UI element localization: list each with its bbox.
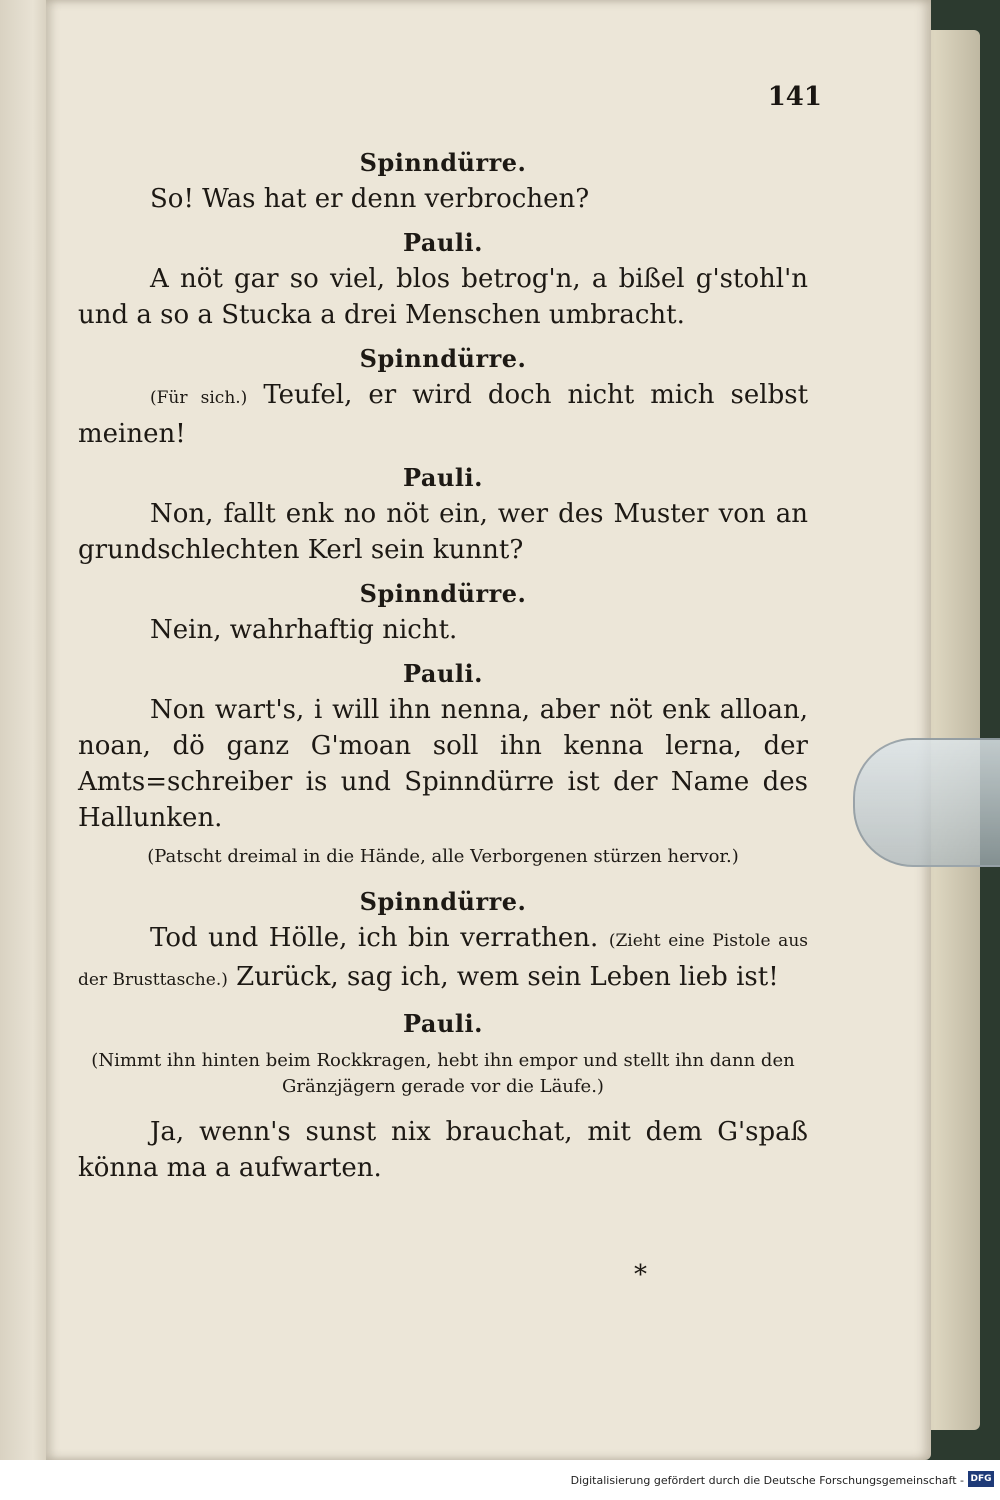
- speaker-name: Spinndürre.: [359, 344, 527, 373]
- speaker-name: Spinndürre.: [359, 148, 527, 177]
- dialogue-text: Zurück, sag ich, wem sein Leben lieb ist!: [236, 962, 779, 992]
- footer-bar: [0, 1460, 1000, 1500]
- dfg-logo: DFG: [968, 1471, 994, 1487]
- speaker-name: Pauli.: [403, 228, 483, 257]
- dialogue-line: Nein, wahrhaftig nicht.: [150, 615, 458, 645]
- dialogue-line: [78, 920, 808, 998]
- dialogue-text: Tod und Hölle, ich bin verrathen.: [150, 923, 599, 953]
- funding-notice: Digitalisierung gefördert durch die Deutsche Forschungsgemeinschaft -: [570, 1474, 964, 1487]
- dialogue-line: So! Was hat er denn verbrochen?: [150, 184, 590, 214]
- page-clip: [853, 738, 1000, 867]
- page-text: [78, 145, 808, 1194]
- page-number: 141: [767, 82, 822, 112]
- speaker-name: Pauli.: [403, 463, 483, 492]
- dialogue-line: Ja, wenn's sunst nix brauchat, mit dem G'spaß könna ma a aufwarten.: [78, 1117, 808, 1183]
- dialogue-line: Non wart's, i will ihn nenna, aber nöt enk alloan, noan, dö ganz G'moan soll ihn kenna lerna, der Amts=schreiber is und Spinndürre ist der Name des Hallunken.: [78, 695, 808, 833]
- dialogue-line: [78, 377, 808, 452]
- stage-direction: (Nimmt ihn hinten beim Rockkragen, hebt ihn empor und stellt ihn dann den Gränzjägern gerade vor die Läufe.): [91, 1050, 795, 1097]
- dialogue-line: Non, fallt enk no nöt ein, wer des Muster von an grundschlechten Kerl sein kunnt?: [78, 499, 808, 565]
- dialogue-line: A nöt gar so viel, blos betrog'n, a bißel g'stohl'n und a so a Stucka a drei Menschen umbracht.: [78, 264, 808, 330]
- dialogue-text: Teufel, er wird doch nicht mich selbst meinen!: [78, 380, 809, 449]
- stage-direction: (Für sich.): [150, 388, 248, 408]
- stage-direction: (Patscht dreimal in die Hände, alle Verborgenen stürzen hervor.): [147, 846, 739, 867]
- stage-direction: (Zieht eine Pistole aus der Brusttasche.): [78, 931, 808, 990]
- speaker-name: Pauli.: [403, 659, 483, 688]
- speaker-name: Pauli.: [403, 1009, 483, 1038]
- speaker-name: Spinndürre.: [359, 887, 527, 916]
- speaker-name: Spinndürre.: [359, 579, 527, 608]
- signature-mark: *: [634, 1260, 647, 1290]
